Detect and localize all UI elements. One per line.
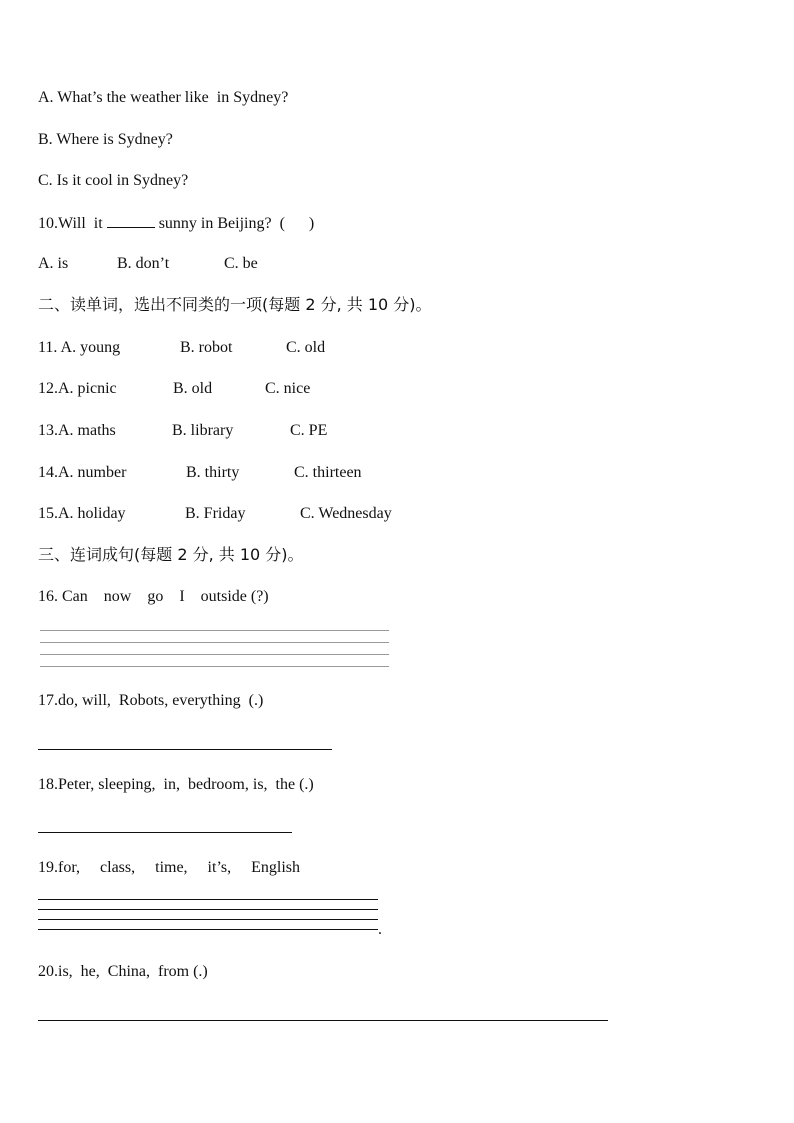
- q17-answer-line: [38, 749, 332, 750]
- q12-option-a: A. picnic: [58, 380, 117, 397]
- q13-option-b: B. library: [172, 422, 234, 439]
- q10-option-c: C. be: [224, 255, 258, 272]
- q16-answer-line: [40, 666, 389, 667]
- section2-heading: 二、读单词，选出不同类的一项(每题 2 分, 共 10 分)。: [38, 295, 432, 314]
- section3-heading: 三、连词成句(每题 2 分, 共 10 分)。: [38, 545, 304, 564]
- q14-option-b: B. thirty: [186, 464, 240, 481]
- q10-answer-blank: [107, 213, 155, 228]
- q17-prompt: 17.do, will, Robots, everything (.): [38, 692, 264, 709]
- q19-prompt: 19.for, class, time, it’s, English: [38, 859, 301, 876]
- q13-option-a: A. maths: [58, 422, 116, 439]
- q12-item: [38, 379, 117, 399]
- q16-answer-line: [40, 642, 389, 643]
- q19-answer-line: [38, 909, 378, 910]
- q13-number: 13.: [38, 422, 58, 439]
- q15-number: 15.: [38, 505, 58, 522]
- q10-stem-before: 10.Will it: [38, 215, 107, 232]
- q18-prompt: 18.Peter, sleeping, in, bedroom, is, the (.): [38, 776, 314, 793]
- q19-answer-line: [38, 919, 378, 920]
- q19-answer-line: [38, 899, 378, 900]
- q20-answer-line: [38, 1020, 608, 1021]
- q15-item: [38, 504, 126, 524]
- q11-option-b: B. robot: [180, 339, 233, 356]
- q14-option-a: A. number: [58, 464, 127, 481]
- q10-stem-after: sunny in Beijing? ( ): [154, 215, 315, 232]
- q10-option-a: A. is: [38, 255, 69, 272]
- q12-number: 12.: [38, 380, 58, 397]
- q11-item: [38, 338, 120, 358]
- q12-option-b: B. old: [173, 380, 213, 397]
- q9-option-c: C. Is it cool in Sydney?: [38, 172, 189, 189]
- q10-option-b: B. don’t: [117, 255, 170, 272]
- q15-option-a: A. holiday: [58, 505, 126, 522]
- q9-option-b: B. Where is Sydney?: [38, 131, 173, 148]
- q18-answer-line: [38, 832, 292, 833]
- q16-answer-line: [40, 654, 389, 655]
- q9-option-a: A. What’s the weather like in Sydney?: [38, 89, 289, 106]
- q16-prompt: 16. Can now go I outside (?): [38, 588, 269, 605]
- q13-item: [38, 421, 116, 441]
- q11-option-a: A. young: [60, 339, 121, 356]
- q16-answer-line: [40, 630, 389, 631]
- q13-option-c: C. PE: [290, 422, 328, 439]
- q12-option-c: C. nice: [265, 380, 311, 397]
- q14-option-c: C. thirteen: [294, 464, 362, 481]
- q20-prompt: 20.is, he, China, from (.): [38, 963, 208, 980]
- q10-stem: [38, 213, 314, 234]
- q11-option-c: C. old: [286, 339, 326, 356]
- q19-end-mark: .: [378, 921, 382, 938]
- q15-option-b: B. Friday: [185, 505, 246, 522]
- q14-number: 14.: [38, 464, 58, 481]
- q11-number: 11.: [38, 339, 61, 356]
- q14-item: [38, 463, 126, 483]
- q19-answer-line: [38, 929, 378, 930]
- q15-option-c: C. Wednesday: [300, 505, 392, 522]
